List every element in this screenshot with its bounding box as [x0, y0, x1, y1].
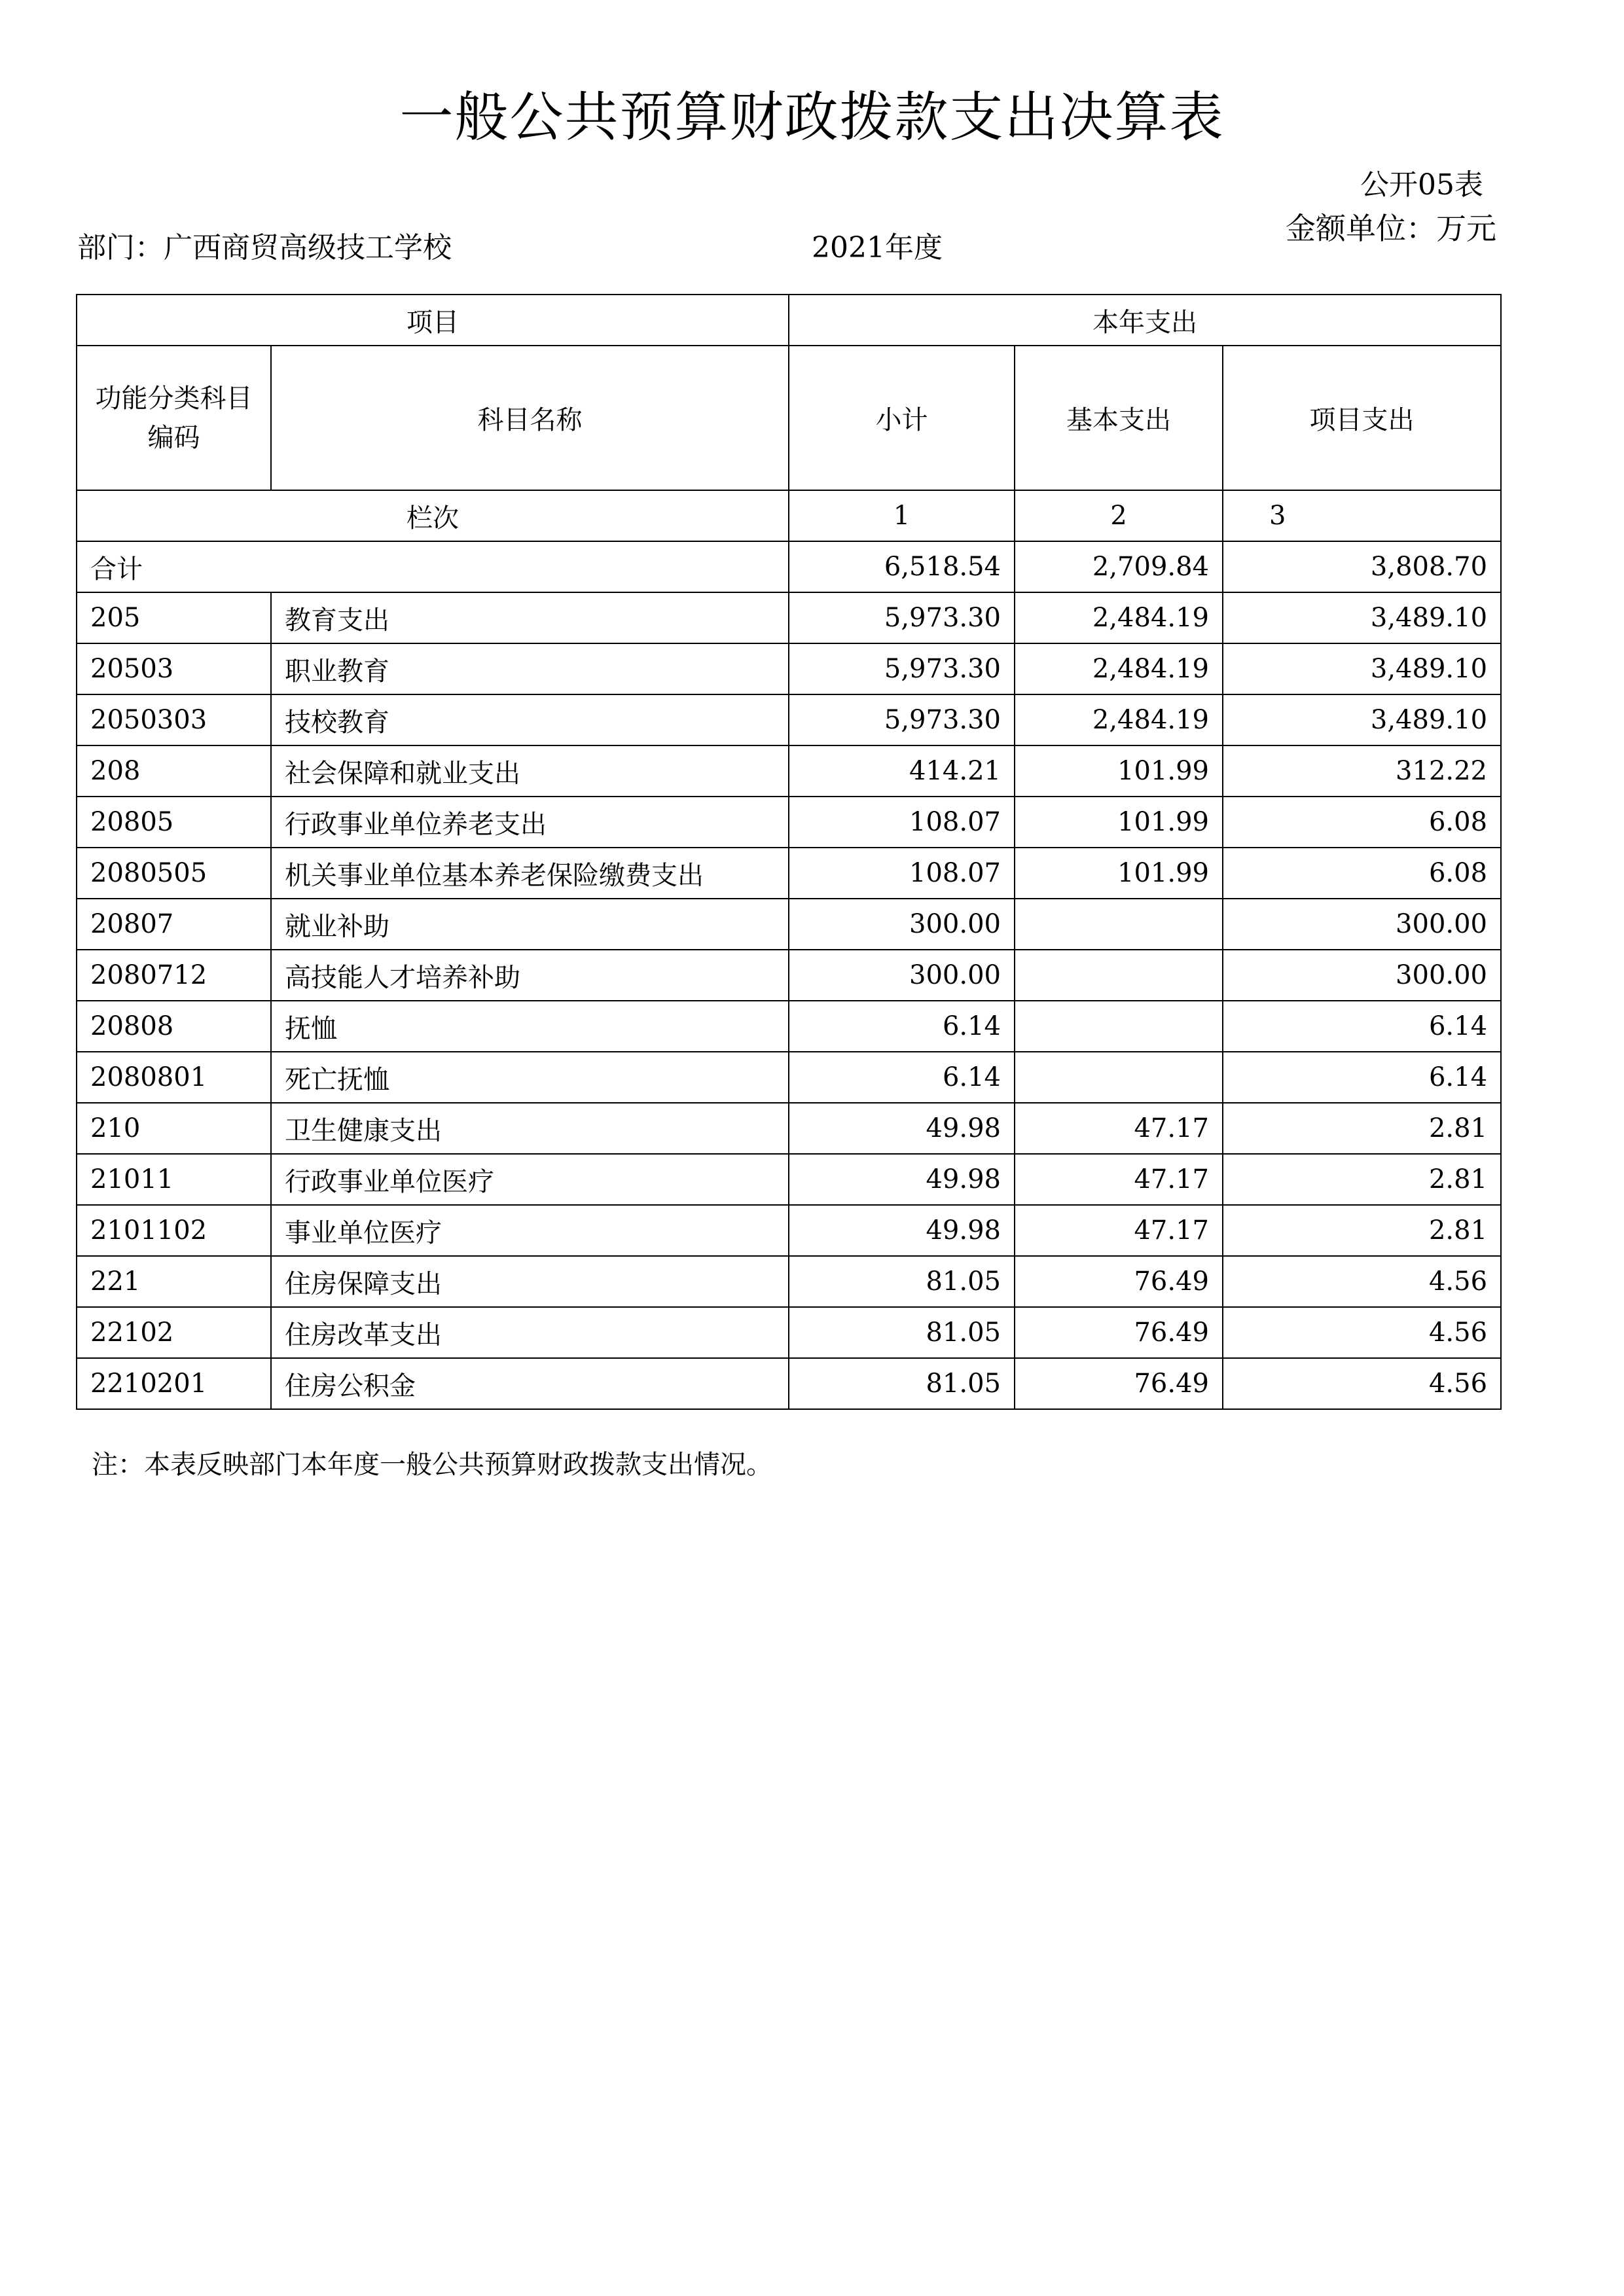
table-row: [77, 643, 1501, 694]
basic-expense-cell: 47.17: [1015, 1103, 1223, 1154]
basic-expense-cell: 101.99: [1015, 745, 1223, 797]
account-code-cell: 221: [77, 1256, 271, 1307]
project-expense-cell: 312.22: [1223, 745, 1501, 797]
subtotal-cell: 6.14: [789, 1001, 1015, 1052]
column-index-label: 栏次: [77, 490, 789, 541]
account-code-cell: 20805: [77, 797, 271, 848]
project-header: 项目支出: [1223, 346, 1501, 490]
subtotal-cell: 300.00: [789, 899, 1015, 950]
account-name-cell: 技校教育: [271, 694, 789, 745]
account-code-cell: 20807: [77, 899, 271, 950]
column-index-row: [77, 490, 1501, 541]
basic-expense-cell: 2,484.19: [1015, 643, 1223, 694]
table-row: [77, 1052, 1501, 1103]
account-name-cell: 机关事业单位基本养老保险缴费支出: [271, 848, 789, 899]
project-expense-cell: 300.00: [1223, 899, 1501, 950]
account-name-cell: 职业教育: [271, 643, 789, 694]
account-name-cell: 住房公积金: [271, 1358, 789, 1409]
project-expense-cell: 3,489.10: [1223, 694, 1501, 745]
project-expense-cell: 3,489.10: [1223, 592, 1501, 643]
expense-table: [76, 294, 1502, 1410]
account-code-cell: 21011: [77, 1154, 271, 1205]
account-name-cell: 高技能人才培养补助: [271, 950, 789, 1001]
subtotal-cell: 6.14: [789, 1052, 1015, 1103]
basic-expense-cell: 76.49: [1015, 1358, 1223, 1409]
basic-expense-cell: 2,484.19: [1015, 694, 1223, 745]
basic-expense-cell: 47.17: [1015, 1205, 1223, 1256]
subtotal-cell: 108.07: [789, 797, 1015, 848]
account-name-cell: 卫生健康支出: [271, 1103, 789, 1154]
page-title: 一般公共预算财政拨款支出决算表: [399, 86, 1225, 149]
account-name-cell: 死亡抚恤: [271, 1052, 789, 1103]
item-header: 项目: [77, 295, 789, 346]
amount-unit: 金额单位：万元: [1286, 211, 1496, 246]
project-expense-cell: 6.08: [1223, 797, 1501, 848]
table-row: [77, 1205, 1501, 1256]
total-subtotal: 6,518.54: [789, 541, 1015, 592]
account-name-cell: 教育支出: [271, 592, 789, 643]
name-header: 科目名称: [271, 346, 789, 490]
subtotal-header: 小计: [789, 346, 1015, 490]
table-row: [77, 745, 1501, 797]
account-code-cell: 208: [77, 745, 271, 797]
basic-expense-cell: 2,484.19: [1015, 592, 1223, 643]
account-code-cell: 20808: [77, 1001, 271, 1052]
table-row: [77, 1103, 1501, 1154]
account-name-cell: 事业单位医疗: [271, 1205, 789, 1256]
subtotal-cell: 49.98: [789, 1103, 1015, 1154]
subtotal-cell: 300.00: [789, 950, 1015, 1001]
account-name-cell: 社会保障和就业支出: [271, 745, 789, 797]
account-name-cell: 行政事业单位养老支出: [271, 797, 789, 848]
subtotal-cell: 49.98: [789, 1154, 1015, 1205]
table-row: [77, 1358, 1501, 1409]
table-row: [77, 797, 1501, 848]
project-expense-cell: 2.81: [1223, 1103, 1501, 1154]
total-label: 合计: [77, 541, 789, 592]
table-row: [77, 592, 1501, 643]
code-header: 功能分类科目编码: [77, 346, 271, 490]
account-code-cell: 210: [77, 1103, 271, 1154]
total-project: 3,808.70: [1223, 541, 1501, 592]
subtotal-cell: 81.05: [789, 1307, 1015, 1358]
column-index-1: 1: [789, 490, 1015, 541]
subtotal-cell: 5,973.30: [789, 592, 1015, 643]
account-code-cell: 2080712: [77, 950, 271, 1001]
table-row: [77, 1154, 1501, 1205]
table-row: [77, 950, 1501, 1001]
account-name-cell: 抚恤: [271, 1001, 789, 1052]
table-row: [77, 1307, 1501, 1358]
project-expense-cell: 6.14: [1223, 1001, 1501, 1052]
project-expense-cell: 4.56: [1223, 1256, 1501, 1307]
account-code-cell: 20503: [77, 643, 271, 694]
project-expense-cell: 2.81: [1223, 1205, 1501, 1256]
account-name-cell: 行政事业单位医疗: [271, 1154, 789, 1205]
subtotal-cell: 414.21: [789, 745, 1015, 797]
table-row: [77, 899, 1501, 950]
fiscal-year: 2021年度: [812, 231, 943, 264]
account-code-cell: 22102: [77, 1307, 271, 1358]
account-name-cell: 住房保障支出: [271, 1256, 789, 1307]
basic-expense-cell: [1015, 1052, 1223, 1103]
subtotal-cell: 81.05: [789, 1256, 1015, 1307]
subtotal-cell: 49.98: [789, 1205, 1015, 1256]
basic-expense-cell: [1015, 899, 1223, 950]
basic-expense-cell: [1015, 1001, 1223, 1052]
department-label: 部门：广西商贸高级技工学校: [77, 231, 452, 264]
subtotal-cell: 108.07: [789, 848, 1015, 899]
account-code-cell: 2080505: [77, 848, 271, 899]
table-row: [77, 1256, 1501, 1307]
basic-expense-cell: 47.17: [1015, 1154, 1223, 1205]
subtotal-cell: 5,973.30: [789, 643, 1015, 694]
column-index-2: 2: [1015, 490, 1223, 541]
basic-expense-cell: 76.49: [1015, 1307, 1223, 1358]
table-note: 注：本表反映部门本年度一般公共预算财政拨款支出情况。: [92, 1450, 772, 1480]
project-expense-cell: 4.56: [1223, 1358, 1501, 1409]
total-row: [77, 541, 1501, 592]
account-name-cell: 住房改革支出: [271, 1307, 789, 1358]
subtotal-cell: 81.05: [789, 1358, 1015, 1409]
table-row: [77, 848, 1501, 899]
basic-expense-cell: 76.49: [1015, 1256, 1223, 1307]
basic-header: 基本支出: [1015, 346, 1223, 490]
project-expense-cell: 2.81: [1223, 1154, 1501, 1205]
form-number: 公开05表: [1360, 168, 1483, 202]
table-row: [77, 1001, 1501, 1052]
account-name-cell: 就业补助: [271, 899, 789, 950]
account-code-cell: 2101102: [77, 1205, 271, 1256]
basic-expense-cell: [1015, 950, 1223, 1001]
account-code-cell: 2080801: [77, 1052, 271, 1103]
basic-expense-cell: 101.99: [1015, 848, 1223, 899]
project-expense-cell: 3,489.10: [1223, 643, 1501, 694]
account-code-cell: 2210201: [77, 1358, 271, 1409]
account-code-cell: 2050303: [77, 694, 271, 745]
project-expense-cell: 4.56: [1223, 1307, 1501, 1358]
project-expense-cell: 6.14: [1223, 1052, 1501, 1103]
table-row: [77, 694, 1501, 745]
project-expense-cell: 6.08: [1223, 848, 1501, 899]
account-code-cell: 205: [77, 592, 271, 643]
current-year-expense-header: 本年支出: [789, 295, 1501, 346]
subtotal-cell: 5,973.30: [789, 694, 1015, 745]
basic-expense-cell: 101.99: [1015, 797, 1223, 848]
project-expense-cell: 300.00: [1223, 950, 1501, 1001]
header-row-1: [77, 295, 1501, 346]
total-basic: 2,709.84: [1015, 541, 1223, 592]
header-row-2: [77, 346, 1501, 490]
column-index-3: 3: [1223, 490, 1501, 541]
